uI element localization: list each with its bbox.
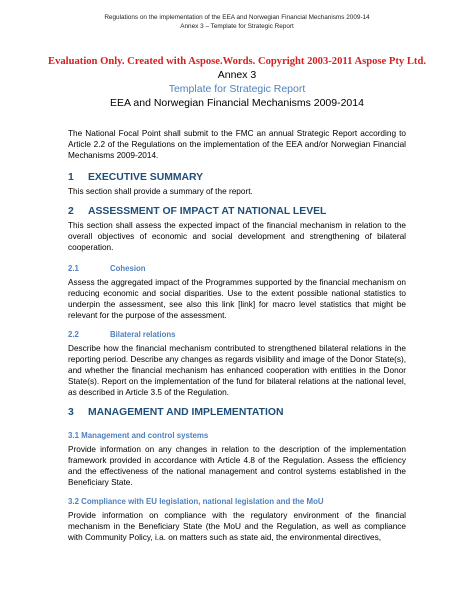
section-3-1-heading: 3.1 Management and control systems: [68, 431, 209, 440]
section-title: MANAGEMENT AND IMPLEMENTATION: [88, 407, 284, 418]
section-3-2-body: [68, 510, 406, 543]
section-1-text: This section shall provide a summary of the report.: [68, 187, 253, 196]
section-title: Bilateral relations: [110, 330, 176, 339]
section-number: 2.2: [68, 330, 79, 339]
intro-paragraph: [68, 128, 406, 161]
section-2-1-heading: [68, 264, 408, 273]
section-title: EXECUTIVE SUMMARY: [88, 172, 204, 183]
intro-text: The National Focal Point shall submit to the FMC an annual Strategic Report according to Article 2.2 of the Regulations on the implementation of the EEA and/or Norwegian Financial Mechanisms 2009-2014.: [68, 129, 406, 160]
section-2-body: [68, 220, 406, 253]
section-1-body: [68, 186, 406, 197]
section-number: 3: [68, 407, 74, 418]
section-3-2-text: Provide information on compliance with the regulatory environment of the financial mechanism in the Beneficiary State (the MoU and the Regulation, as well as compliance with Community Policy, i.a. on matters such as state aid, the environmental directives,: [68, 511, 406, 542]
running-header-line1: Regulations on the implementation of the EEA and Norwegian Financial Mechanisms 2009-14: [104, 14, 370, 21]
section-title: Cohesion: [110, 264, 146, 273]
mechanisms-title: EEA and Norwegian Financial Mechanisms 2009-2014: [110, 97, 364, 109]
section-number: 2.1: [68, 264, 79, 273]
section-1-heading: [68, 172, 408, 183]
section-2-heading: [68, 206, 408, 217]
section-3-heading: [68, 407, 408, 418]
section-2-2-text: Describe how the financial mechanism contributed to strengthened bilateral relations in the reporting period. Describe any changes as regards visibility and image of the Donor State(s), and whether the financial mechanism has enhanced cooperation with entities in the Donor State(s). Report on the implementation of the fund for bilateral relations at the national level, as described in Article 3.5 of the Regulation.: [68, 344, 406, 397]
section-number: 1: [68, 172, 74, 183]
report-subtitle: Template for Strategic Report: [168, 83, 306, 95]
running-header-line2: Annex 3 – Template for Strategic Report: [180, 23, 294, 30]
section-number: 2: [68, 206, 74, 217]
annex-title: Annex 3: [217, 69, 257, 81]
section-2-2-body: [68, 343, 406, 398]
section-title: ASSESSMENT OF IMPACT AT NATIONAL LEVEL: [88, 206, 327, 217]
section-3-1-body: [68, 444, 406, 488]
section-3-1-text: Provide information on any changes in relation to the description of the implementation framework provided in accordance with Article 4.8 of the Regulation. Assess the efficiency and the effectiveness of the national management and control systems established in the Beneficiary State.: [68, 445, 406, 487]
section-2-1-text: Assess the aggregated impact of the Programmes supported by the financial mechanism on reducing economic and social disparities. Use to the extent possible national statistics to underpin the assessment, see also this link [link] for macro level statistics that might be relevant for the purpose of the assessment.: [68, 278, 406, 320]
section-2-text: This section shall assess the expected impact of the financial mechanism in relation to the overall objectives of economic and social development and strengthening of bilateral cooperation.: [68, 221, 406, 252]
section-3-2-heading: 3.2 Compliance with EU legislation, national legislation and the MoU: [68, 497, 324, 506]
section-2-1-body: [68, 277, 406, 321]
evaluation-watermark: Evaluation Only. Created with Aspose.Words. Copyright 2003-2011 Aspose Pty Ltd.: [48, 56, 426, 67]
section-2-2-heading: [68, 330, 408, 339]
